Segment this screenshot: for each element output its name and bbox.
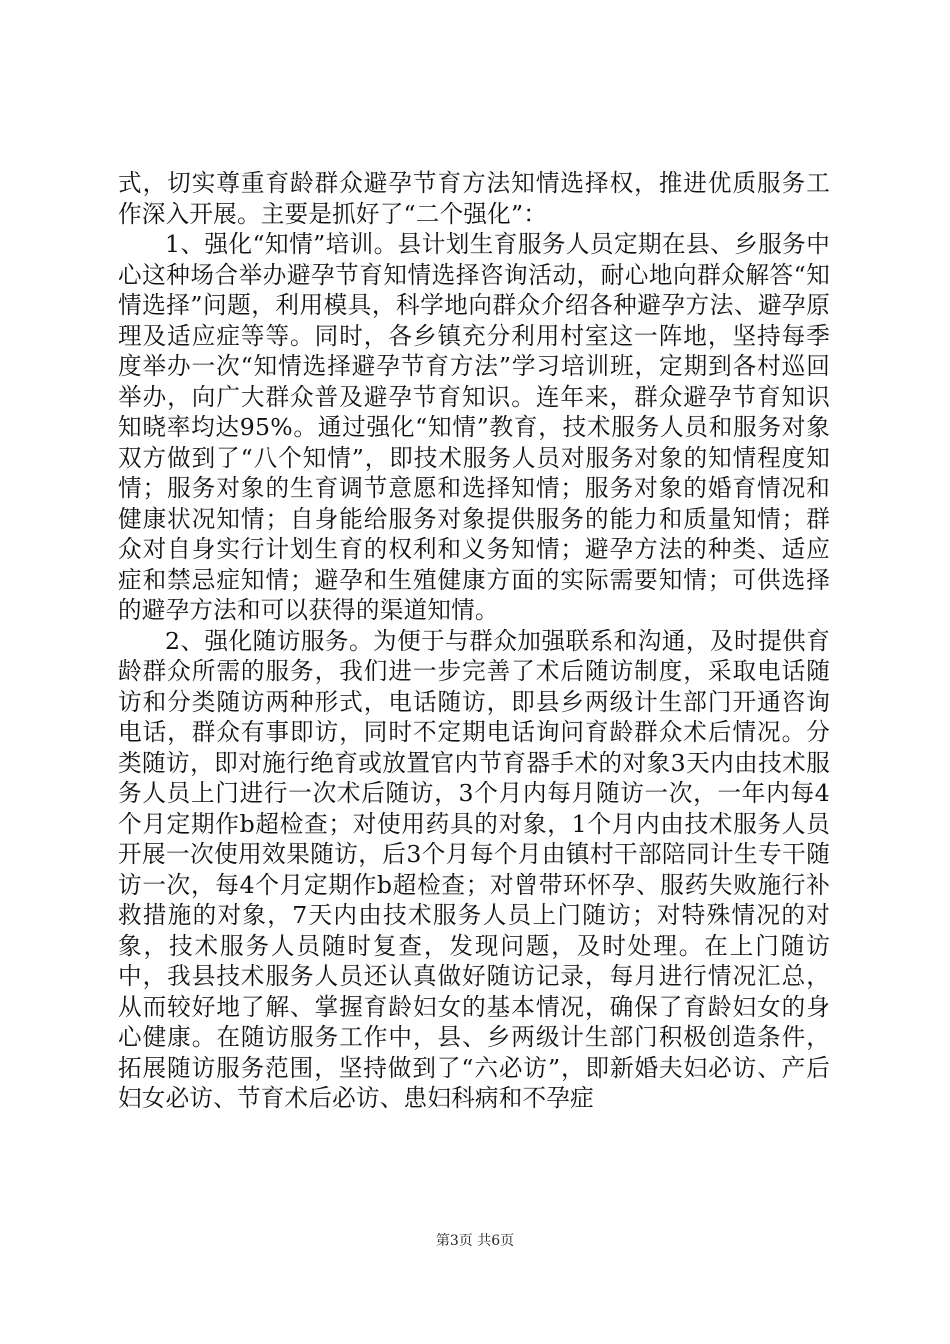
paragraph-continuation: 式，切实尊重育龄群众避孕节育方法知情选择权，推进优质服务工作深入开展。主要是抓好了“二个强化”：	[118, 169, 830, 228]
paragraph-follow-up-service: 2、强化随访服务。为便于与群众加强联系和沟通，及时提供育龄群众所需的服务，我们进一步完善了术后随访制度，采取电话随访和分类随访两种形式，电话随访，即县乡两级计生部门开通咨询电话，群众有事即访，同时不定期电话询问育龄群众术后情况。分类随访，即对施行绝育或放置官内节育器手术的对象3天内由技术服务人员上门进行一次术后随访，3个月内每月随访一次，一年内每4个月定期作b超检查；对使用药具的对象，1个月内由技术服务人员开展一次使用效果随访，后3个月每个月由镇村干部陪同计生专干随访一次，每4个月定期作b超检查；对曾带环怀孕、服药失败施行补救措施的对象，7天内由技术服务人员上门随访；对特殊情况的对象，技术服务人员随时复查，发现问题，及时处理。在上门随访中，我县技术服务人员还认真做好随访记录，每月进行情况汇总，从而较好地了解、掌握育龄妇女的基本情况，确保了育龄妇女的身心健康。在随访服务工作中，县、乡两级计生部门积极创造条件，拓展随访服务范围，坚持做到了“六必访”，即新婚夫妇必访、产后妇女必访、节育术后必访、患妇科病和不孕症	[118, 626, 830, 1112]
document-body	[118, 168, 830, 1114]
page-number-footer: 第3页 共6页	[435, 1233, 515, 1249]
paragraph-knowledge-training: 1、强化“知情”培训。县计划生育服务人员定期在县、乡服务中心这种场合举办避孕节育知情选择咨询活动，耐心地向群众解答“知情选择”问题，利用模具，科学地向群众介绍各种避孕方法、避孕原理及适应症等等。同时，各乡镇充分利用村室这一阵地，坚持每季度举办一次“知情选择避孕节育方法”学习培训班，定期到各村巡回举办，向广大群众普及避孕节育知识。连年来，群众避孕节育知识知晓率均达95%。通过强化“知情”教育，技术服务人员和服务对象双方做到了“八个知情”，即技术服务人员对服务对象的知情程度知情；服务对象的生育调节意愿和选择知情；服务对象的婚育情况和健康状况知情；自身能给服务对象提供服务的能力和质量知情；群众对自身实行计划生育的权利和义务知情；避孕方法的种类、适应症和禁忌症知情；避孕和生殖健康方面的实际需要知情；可供选择的避孕方法和可以获得的渠道知情。	[118, 230, 830, 624]
